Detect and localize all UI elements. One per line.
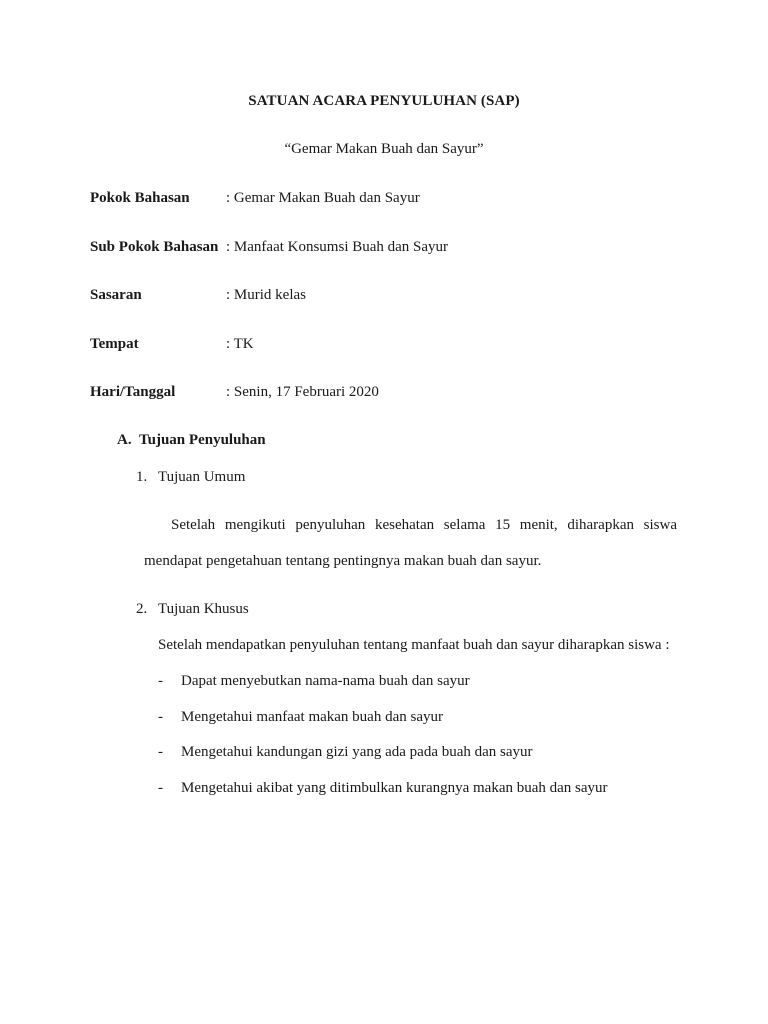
list-item — [158, 744, 533, 761]
list-item — [158, 780, 608, 797]
tujuan-umum-paragraph-line1: Setelah mengikuti penyuluhan kesehatan selama 15 menit, diharapkan siswa — [171, 517, 677, 533]
meta-label-tempat: Tempat — [90, 336, 139, 352]
meta-value-sasaran: : Murid kelas — [226, 287, 306, 303]
document-subtitle: “Gemar Makan Buah dan Sayur” — [284, 141, 484, 157]
meta-label-hari-tanggal: Hari/Tanggal — [90, 384, 176, 400]
list-item-text: Mengetahui kandungan gizi yang ada pada buah dan sayur — [181, 744, 533, 760]
section-a-title: Tujuan Penyuluhan — [139, 432, 266, 448]
list-item-text: Dapat menyebutkan nama-nama buah dan sayur — [181, 673, 470, 689]
tujuan-khusus-number: 2. — [136, 601, 148, 617]
list-item — [158, 673, 470, 690]
tujuan-khusus-title: Tujuan Khusus — [158, 601, 249, 617]
meta-value-pokok-bahasan: : Gemar Makan Buah dan Sayur — [226, 190, 420, 206]
tujuan-khusus-heading — [136, 601, 249, 618]
meta-value-tempat: : TK — [226, 336, 254, 352]
dash-bullet-icon: - — [158, 673, 163, 689]
meta-label-pokok-bahasan: Pokok Bahasan — [90, 190, 190, 206]
meta-label-sub-pokok-bahasan: Sub Pokok Bahasan — [90, 239, 219, 255]
dash-bullet-icon: - — [158, 709, 163, 725]
meta-label-sasaran: Sasaran — [90, 287, 142, 303]
dash-bullet-icon: - — [158, 744, 163, 760]
tujuan-umum-heading — [136, 469, 245, 486]
meta-value-hari-tanggal: : Senin, 17 Februari 2020 — [226, 384, 379, 400]
list-item-text: Mengetahui manfaat makan buah dan sayur — [181, 709, 443, 725]
tujuan-umum-paragraph-line2: mendapat pengetahuan tentang pentingnya makan buah dan sayur. — [144, 553, 542, 569]
tujuan-khusus-intro: Setelah mendapatkan penyuluhan tentang manfaat buah dan sayur diharapkan siswa : — [158, 637, 670, 653]
dash-bullet-icon: - — [158, 780, 163, 796]
section-a-letter: A. — [117, 432, 132, 448]
tujuan-umum-title: Tujuan Umum — [158, 469, 246, 485]
meta-value-sub-pokok-bahasan: : Manfaat Konsumsi Buah dan Sayur — [226, 239, 449, 255]
list-item — [158, 709, 443, 726]
document-title: SATUAN ACARA PENYULUHAN (SAP) — [248, 93, 520, 109]
tujuan-umum-number: 1. — [136, 469, 148, 485]
list-item-text: Mengetahui akibat yang ditimbulkan kurangnya makan buah dan sayur — [181, 780, 608, 796]
section-a-heading — [117, 432, 266, 449]
